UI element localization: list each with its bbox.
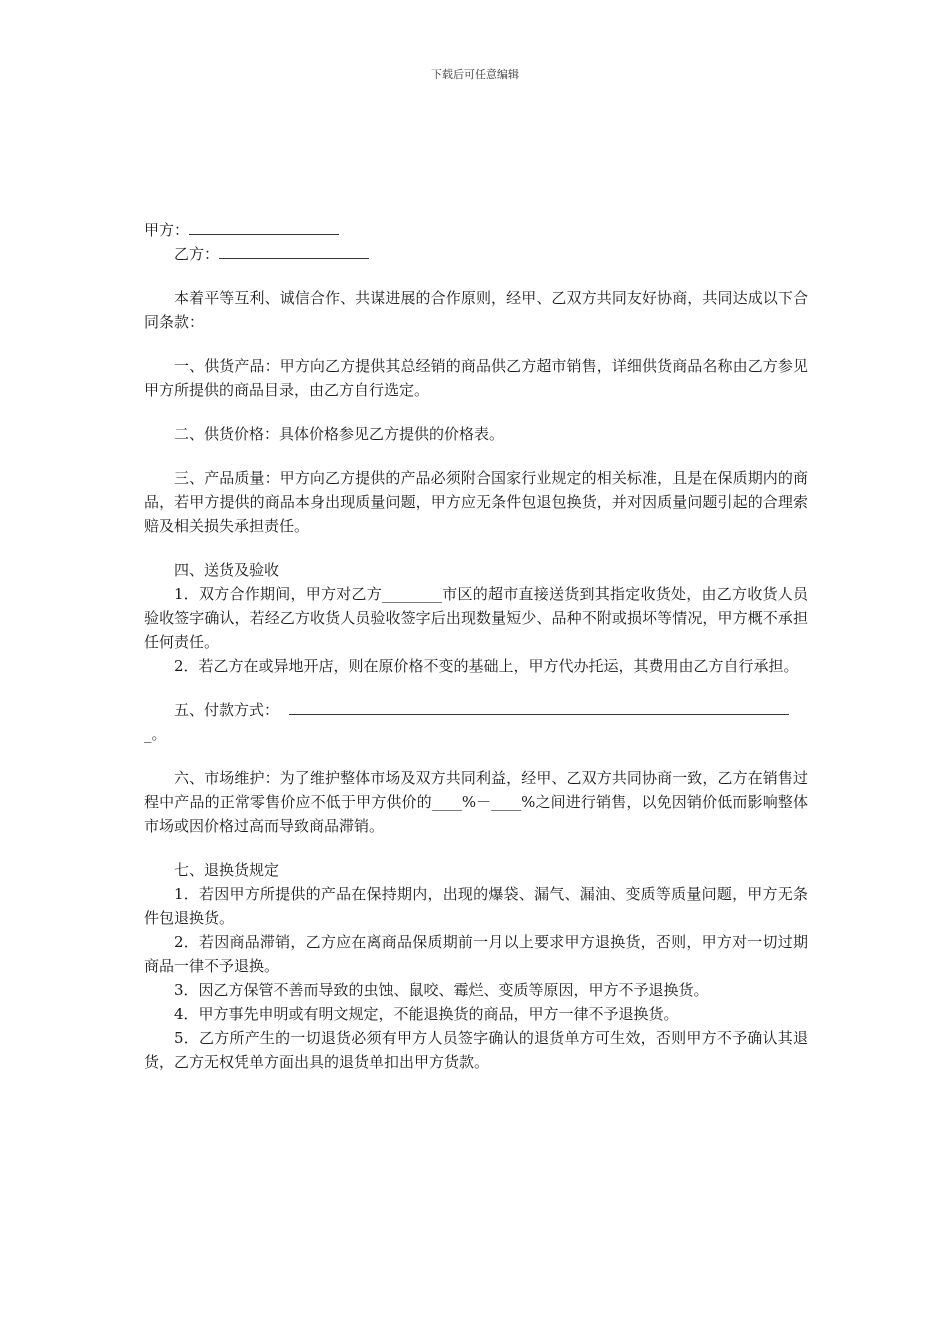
party-b-line (144, 242, 808, 266)
intro-paragraph: 本着平等互利、诚信合作、共谋进展的合作原则，经甲、乙双方共同友好协商，共同达成以下合同条款： (144, 289, 808, 331)
clause-1: 一、供货产品：甲方向乙方提供其总经销的商品供乙方超市销售，详细供货商品名称由乙方参见甲方所提供的商品目录，由乙方自行选定。 (144, 357, 808, 399)
clause-5-tail: _。 (144, 725, 167, 743)
party-b-label: 乙方： (174, 245, 220, 263)
party-b-blank[interactable] (219, 244, 369, 259)
clause-7-title: 七、退换货规定 (174, 861, 280, 879)
clause-7-item-2: 2．若因商品滞销，乙方应在离商品保质期前一月以上要求甲方退换货，否则，甲方对一切过期商品一律不予退换。 (144, 933, 808, 975)
clause-5-label: 五、付款方式： (174, 701, 280, 719)
clause-2: 二、供货价格：具体价格参见乙方提供的价格表。 (174, 425, 505, 443)
party-a-line (144, 218, 808, 242)
clause-4-item-2: 2．若乙方在或异地开店，则在原价格不变的基础上，甲方代办托运，其费用由乙方自行承担。 (174, 657, 799, 675)
party-a-label: 甲方： (144, 221, 190, 239)
payment-method-blank[interactable] (289, 700, 789, 715)
clause-5 (144, 698, 808, 722)
clause-4-title: 四、送货及验收 (174, 561, 280, 579)
contract-body (144, 218, 808, 1074)
clause-7-item-5: 5．乙方所产生的一切退货必须有甲方人员签字确认的退货单方可生效，否则甲方不予确认其退货，乙方无权凭单方面出具的退货单扣出甲方货款。 (144, 1029, 808, 1071)
clause-7-item-3: 3．因乙方保管不善而导致的虫蚀、鼠咬、霉烂、变质等原因，甲方不予退换货。 (174, 981, 709, 999)
header-note: 下载后可任意编辑 (431, 68, 519, 81)
party-a-blank[interactable] (189, 220, 339, 235)
clause-4-item-1: 1．双方合作期间，甲方对乙方________市区的超市直接送货到其指定收货处，由乙方收货人员验收签字确认，若经乙方收货人员验收签字后出现数量短少、品种不附或损坏等情况，甲方概不承担任何责任。 (144, 585, 808, 651)
clause-7-item-4: 4．甲方事先申明或有明文规定，不能退换货的商品，甲方一律不予退换货。 (174, 1005, 679, 1023)
clause-7-item-1: 1．若因甲方所提供的产品在保持期内，出现的爆袋、漏气、漏油、变质等质量问题，甲方无条件包退换货。 (144, 885, 808, 927)
clause-6: 六、市场维护：为了维护整体市场及双方共同利益，经甲、乙双方共同协商一致，乙方在销售过程中产品的正常零售价应不低于甲方供价的____%－____%之间进行销售，以免因销价低而影响整体市场或因价格过高而导致商品滞销。 (144, 769, 808, 835)
clause-3: 三、产品质量：甲方向乙方提供的产品必须附合国家行业规定的相关标准，且是在保质期内的商品，若甲方提供的商品本身出现质量问题，甲方应无条件包退包换货，并对因质量问题引起的合理索赔及相关损失承担责任。 (144, 469, 808, 535)
